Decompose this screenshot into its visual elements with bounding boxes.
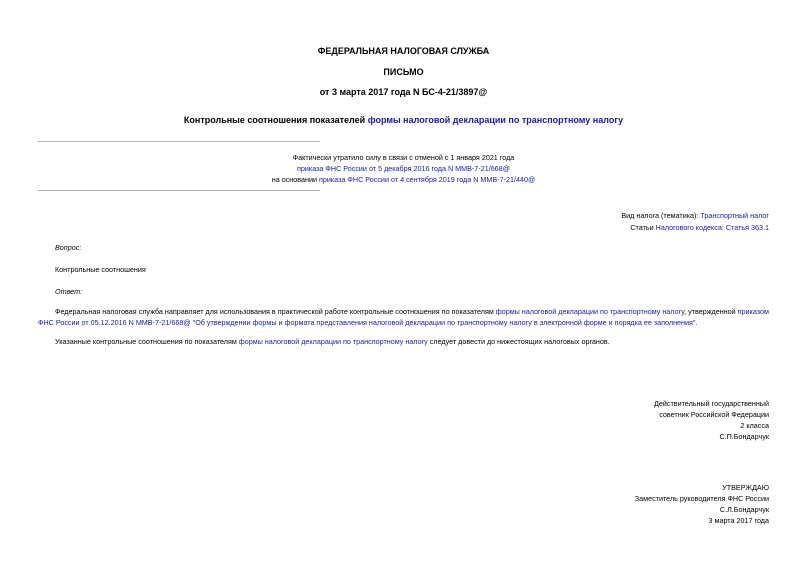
notice-order-link-2[interactable]: приказа ФНС России от 4 сентября 2019 года N ММВ-7-21/440@ [319,175,536,184]
signature-block [469,398,769,442]
doc-date-number: от 3 марта 2017 года N БС-4-21/3897@ [319,87,488,97]
approval-block [469,482,769,526]
body-p1-text-a: Федеральная налоговая служба направляет для использования в практической работе контрольные соотношения по показателям [55,307,496,316]
tax-type-line [269,210,769,221]
body-paragraph-1-line-2 [38,317,768,328]
signature-line-3: 2 класса [740,421,769,430]
tax-type-link[interactable]: Транспортный налог [700,211,769,220]
body-p1-form-link[interactable]: формы налоговой декларации по транспортному налогу [495,307,685,316]
approval-line-1: УТВЕРЖДАЮ [722,483,769,492]
doc-title-prefix: Контрольные соотношения показателей [183,115,368,125]
articles-line [269,222,769,233]
notice-line-3 [0,174,807,185]
articles-label: Статьи [630,223,656,232]
body-p1-order-link-b[interactable]: ФНС России от 05.12.2016 N ММВ-7-21/668@ "Об утверждении формы и формата представления налоговой декларации по транспортному налогу в электронной форме и порядка ее заполнения" [38,318,696,327]
question-label: Вопрос: [55,243,82,252]
approval-line-3: С.Л.Бондарчук [719,505,769,514]
tax-type-label: Вид налога (тематика): [621,211,701,220]
body-p2-text-b: следует довести до нижестоящих налоговых органов. [427,337,610,346]
question-text: Контрольные соотношения [55,265,146,274]
body-p1-end: . [695,318,698,327]
body-p2-text-a: Указанные контрольные соотношения по показателям [55,337,239,346]
notice-line-2 [0,163,807,174]
body-p1-order-link-a[interactable]: приказом [737,307,769,316]
approval-line-4: 3 марта 2017 года [708,516,769,525]
doc-title-link[interactable]: формы налоговой декларации по транспортному налогу [367,115,624,125]
notice-order-link-1[interactable]: приказа ФНС России от 5 декабря 2016 года N ММВ-7-21/668@ [297,164,510,173]
signature-line-1: Действительный государственный [654,399,769,408]
approval-line-2: Заместитель руководителя ФНС России [634,494,769,503]
article-link[interactable]: Статья 363.1 [725,223,769,232]
articles-separator: : [721,223,726,232]
notice-line-1: Фактически утратило силу в связи с отменой с 1 января 2021 года [292,153,515,162]
body-paragraph-1-line-1 [38,306,768,317]
body-p2-form-link[interactable]: формы налоговой декларации по транспортному налогу [238,337,428,346]
agency-heading: ФЕДЕРАЛЬНАЯ НАЛОГОВАЯ СЛУЖБА [317,46,490,56]
notice-bottom-rule [38,190,320,191]
tax-code-link[interactable]: Налогового кодекса [655,223,722,232]
signature-line-4: С.П.Бондарчук [719,432,769,441]
body-paragraph-2 [55,336,775,347]
doc-type-heading: ПИСЬМО [383,67,424,77]
body-p1-text-b: , утвержденной [684,307,738,316]
doc-title [0,114,807,126]
signature-line-2: советник Российской Федерации [659,410,769,419]
answer-label: Ответ: [55,287,83,296]
notice-line-3-prefix: на основании [271,175,320,184]
notice-top-rule [38,141,320,142]
body-paragraph-1 [38,306,768,328]
